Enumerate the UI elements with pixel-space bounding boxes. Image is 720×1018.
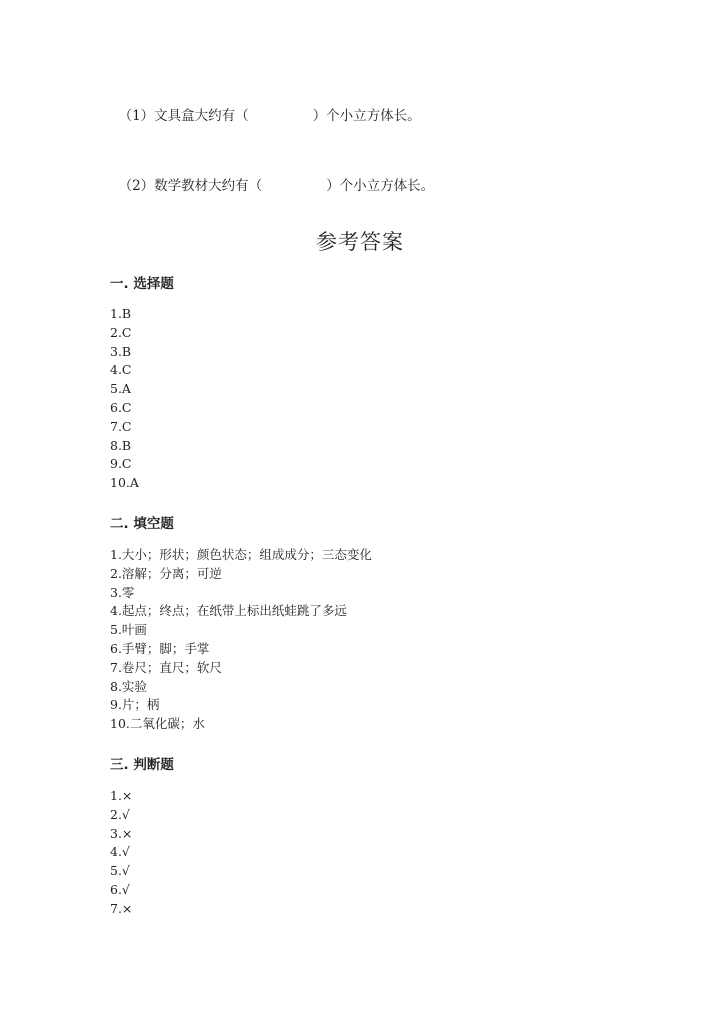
list-item: 2.C xyxy=(110,324,132,340)
section-heading-true-false: 三. 判断题 xyxy=(110,757,174,773)
answer-list-fill-blank xyxy=(110,546,372,734)
list-item: 8.B xyxy=(110,437,132,453)
list-item: 3.零 xyxy=(110,584,135,600)
list-item: 6.√ xyxy=(110,881,130,897)
list-item: 9.片；柄 xyxy=(110,697,160,713)
list-item: 10.A xyxy=(110,475,139,491)
list-item: 7.C xyxy=(110,418,132,434)
list-item: 5.A xyxy=(110,381,131,397)
question-1-suffix: ）个小立方体长。 xyxy=(312,108,421,124)
list-item: 4.起点；终点；在纸带上标出纸蛙跳了多远 xyxy=(110,603,347,619)
list-item: 6.C xyxy=(110,399,132,415)
list-item: 4.√ xyxy=(110,844,130,860)
question-2 xyxy=(110,158,434,194)
section-heading-fill-blank: 二. 填空题 xyxy=(110,516,174,532)
list-item: 2.溶解；分离；可逆 xyxy=(110,565,222,581)
answer-key-title: 参考答案 xyxy=(316,230,404,254)
section-heading-choice: 一. 选择题 xyxy=(110,276,174,292)
list-item: 7.× xyxy=(110,900,133,916)
question-2-prefix: （2）数学教材大约有（ xyxy=(118,178,263,194)
list-item: 4.C xyxy=(110,362,132,378)
question-1 xyxy=(110,88,421,124)
question-2-suffix: ）个小立方体长。 xyxy=(326,178,435,194)
list-item: 1.× xyxy=(110,788,133,803)
list-item: 3.B xyxy=(110,343,132,359)
list-item: 2.√ xyxy=(110,806,130,822)
answer-list-true-false xyxy=(110,787,132,919)
list-item: 1.大小；形状；颜色状态；组成成分；三态变化 xyxy=(110,547,372,562)
list-item: 1.B xyxy=(110,306,132,321)
answer-list-choice xyxy=(110,305,139,493)
list-item: 3.× xyxy=(110,825,133,841)
list-item: 8.实验 xyxy=(110,678,147,694)
question-1-prefix: （1）文具盒大约有（ xyxy=(118,108,249,124)
list-item: 9.C xyxy=(110,456,132,472)
list-item: 10.二氧化碳；水 xyxy=(110,716,205,732)
list-item: 5.叶画 xyxy=(110,622,147,638)
list-item: 6.手臂；脚；手掌 xyxy=(110,640,210,656)
list-item: 5.√ xyxy=(110,863,130,879)
list-item: 7.卷尺；直尺；软尺 xyxy=(110,659,222,675)
